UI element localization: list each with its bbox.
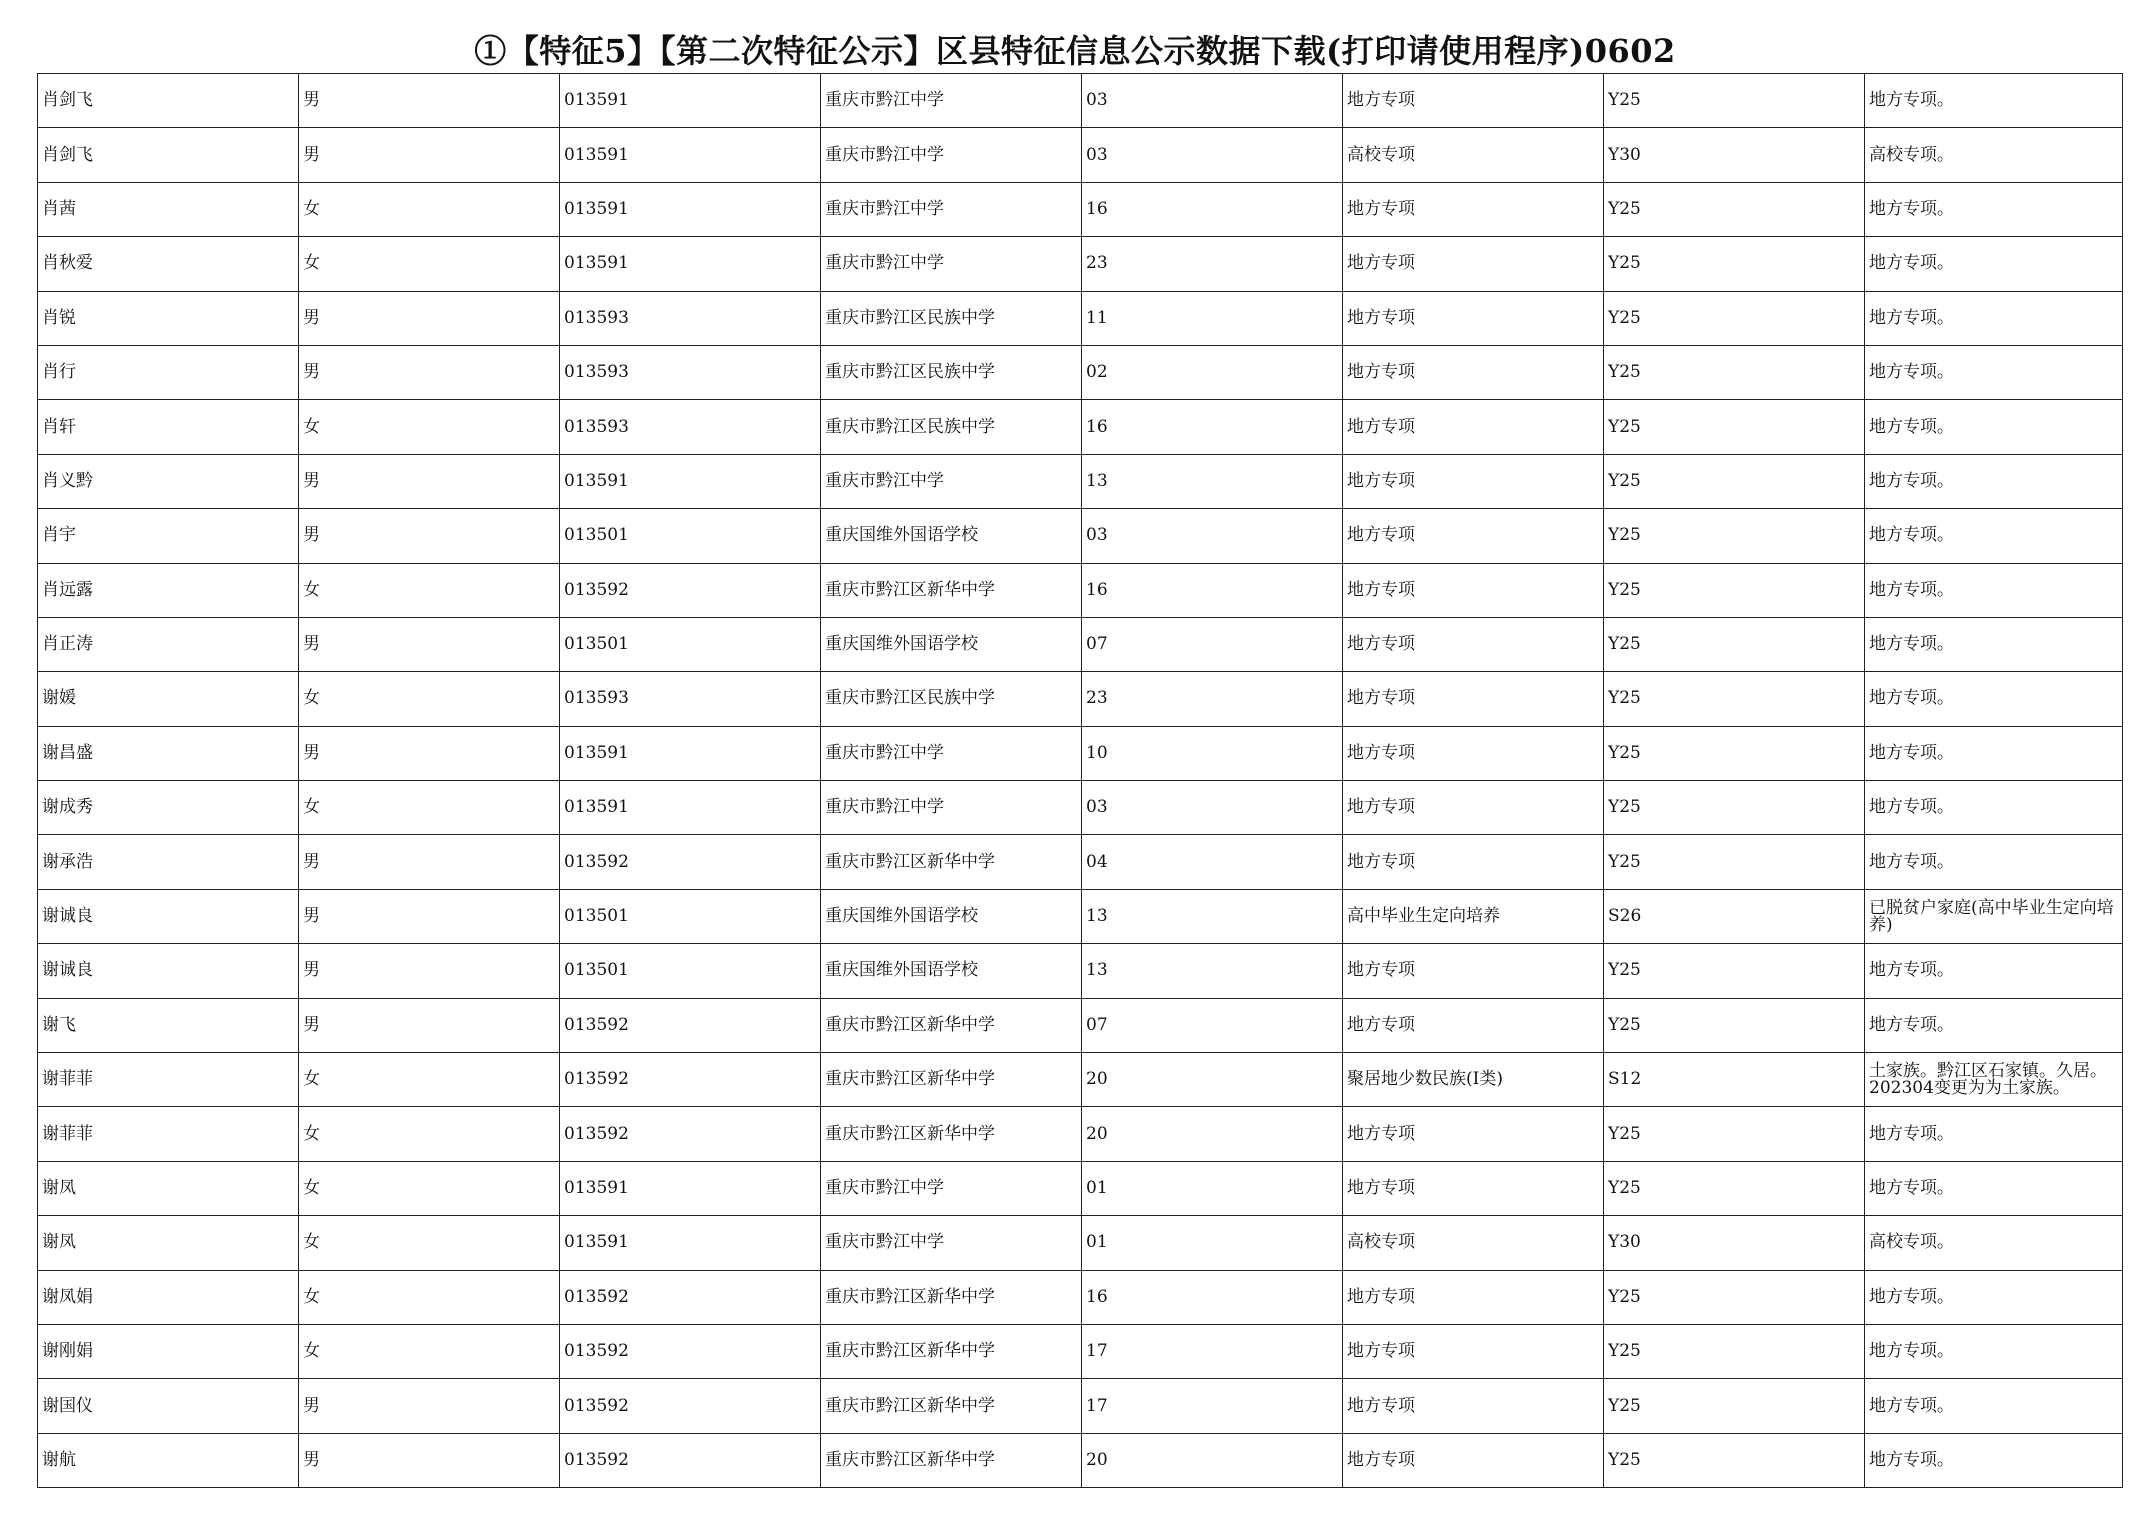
type-code-cell: Y25 — [1604, 400, 1865, 454]
class-cell: 23 — [1082, 672, 1343, 726]
table-row — [38, 400, 2123, 454]
gender-cell: 男 — [299, 74, 560, 128]
school-cell: 重庆市黔江区民族中学 — [821, 400, 1082, 454]
type-code-cell: Y30 — [1604, 128, 1865, 182]
type-code-cell: Y25 — [1604, 1379, 1865, 1433]
table-row — [38, 726, 2123, 780]
school-cell: 重庆市黔江中学 — [821, 1161, 1082, 1215]
class-cell: 17 — [1082, 1324, 1343, 1378]
class-cell: 20 — [1082, 1107, 1343, 1161]
code-cell: 013501 — [560, 509, 821, 563]
remark-cell: 地方专项。 — [1865, 781, 2123, 835]
name-cell: 肖宇 — [38, 509, 299, 563]
school-cell: 重庆市黔江区新华中学 — [821, 1324, 1082, 1378]
remark-cell: 地方专项。 — [1865, 1433, 2123, 1487]
gender-cell: 男 — [299, 291, 560, 345]
name-cell: 谢昌盛 — [38, 726, 299, 780]
code-cell: 013593 — [560, 400, 821, 454]
name-cell: 谢凤 — [38, 1161, 299, 1215]
category-cell: 地方专项 — [1343, 563, 1604, 617]
data-table — [37, 73, 2123, 1488]
school-cell: 重庆市黔江区民族中学 — [821, 345, 1082, 399]
remark-cell: 地方专项。 — [1865, 726, 2123, 780]
type-code-cell: Y25 — [1604, 509, 1865, 563]
table-row — [38, 1324, 2123, 1378]
code-cell: 013591 — [560, 128, 821, 182]
table-row — [38, 454, 2123, 508]
type-code-cell: S12 — [1604, 1053, 1865, 1107]
code-cell: 013591 — [560, 74, 821, 128]
class-cell: 23 — [1082, 237, 1343, 291]
table-row — [38, 1216, 2123, 1270]
type-code-cell: Y25 — [1604, 1161, 1865, 1215]
remark-cell: 地方专项。 — [1865, 1270, 2123, 1324]
type-code-cell: Y25 — [1604, 1324, 1865, 1378]
table-row — [38, 1270, 2123, 1324]
code-cell: 013591 — [560, 1216, 821, 1270]
type-code-cell: Y25 — [1604, 182, 1865, 236]
type-code-cell: Y25 — [1604, 237, 1865, 291]
category-cell: 地方专项 — [1343, 182, 1604, 236]
code-cell: 013591 — [560, 237, 821, 291]
code-cell: 013592 — [560, 1324, 821, 1378]
class-cell: 20 — [1082, 1053, 1343, 1107]
category-cell: 地方专项 — [1343, 1270, 1604, 1324]
school-cell: 重庆市黔江中学 — [821, 1216, 1082, 1270]
gender-cell: 女 — [299, 1161, 560, 1215]
remark-cell: 地方专项。 — [1865, 182, 2123, 236]
code-cell: 013592 — [560, 835, 821, 889]
type-code-cell: Y25 — [1604, 726, 1865, 780]
gender-cell: 男 — [299, 617, 560, 671]
code-cell: 013501 — [560, 889, 821, 943]
gender-cell: 男 — [299, 509, 560, 563]
type-code-cell: Y30 — [1604, 1216, 1865, 1270]
school-cell: 重庆国维外国语学校 — [821, 617, 1082, 671]
code-cell: 013501 — [560, 944, 821, 998]
type-code-cell: Y25 — [1604, 781, 1865, 835]
category-cell: 地方专项 — [1343, 617, 1604, 671]
type-code-cell: Y25 — [1604, 617, 1865, 671]
name-cell: 谢凤 — [38, 1216, 299, 1270]
remark-cell: 地方专项。 — [1865, 835, 2123, 889]
class-cell: 03 — [1082, 509, 1343, 563]
category-cell: 聚居地少数民族(I类) — [1343, 1053, 1604, 1107]
name-cell: 肖正涛 — [38, 617, 299, 671]
class-cell: 11 — [1082, 291, 1343, 345]
name-cell: 谢承浩 — [38, 835, 299, 889]
category-cell: 地方专项 — [1343, 781, 1604, 835]
school-cell: 重庆市黔江区新华中学 — [821, 1433, 1082, 1487]
type-code-cell: Y25 — [1604, 1270, 1865, 1324]
table-row — [38, 944, 2123, 998]
category-cell: 地方专项 — [1343, 1161, 1604, 1215]
name-cell: 谢菲菲 — [38, 1053, 299, 1107]
class-cell: 02 — [1082, 345, 1343, 399]
class-cell: 16 — [1082, 182, 1343, 236]
school-cell: 重庆国维外国语学校 — [821, 889, 1082, 943]
gender-cell: 女 — [299, 781, 560, 835]
remark-cell: 地方专项。 — [1865, 944, 2123, 998]
gender-cell: 男 — [299, 1433, 560, 1487]
class-cell: 16 — [1082, 400, 1343, 454]
remark-cell: 已脱贫户家庭(高中毕业生定向培养) — [1865, 889, 2123, 943]
type-code-cell: Y25 — [1604, 454, 1865, 508]
name-cell: 肖锐 — [38, 291, 299, 345]
type-code-cell: Y25 — [1604, 1433, 1865, 1487]
category-cell: 地方专项 — [1343, 835, 1604, 889]
remark-cell: 地方专项。 — [1865, 617, 2123, 671]
gender-cell: 女 — [299, 1216, 560, 1270]
table-row — [38, 835, 2123, 889]
code-cell: 013592 — [560, 563, 821, 617]
table-row — [38, 345, 2123, 399]
class-cell: 13 — [1082, 889, 1343, 943]
class-cell: 16 — [1082, 1270, 1343, 1324]
class-cell: 04 — [1082, 835, 1343, 889]
type-code-cell: Y25 — [1604, 944, 1865, 998]
school-cell: 重庆市黔江中学 — [821, 237, 1082, 291]
name-cell: 肖茜 — [38, 182, 299, 236]
type-code-cell: S26 — [1604, 889, 1865, 943]
type-code-cell: Y25 — [1604, 345, 1865, 399]
table-row — [38, 889, 2123, 943]
code-cell: 013593 — [560, 672, 821, 726]
remark-cell: 地方专项。 — [1865, 400, 2123, 454]
table-row — [38, 1107, 2123, 1161]
remark-cell: 地方专项。 — [1865, 74, 2123, 128]
code-cell: 013592 — [560, 1379, 821, 1433]
school-cell: 重庆市黔江区新华中学 — [821, 1053, 1082, 1107]
remark-cell: 地方专项。 — [1865, 1324, 2123, 1378]
category-cell: 地方专项 — [1343, 1107, 1604, 1161]
table-row — [38, 509, 2123, 563]
class-cell: 03 — [1082, 128, 1343, 182]
category-cell: 地方专项 — [1343, 998, 1604, 1052]
table-row — [38, 672, 2123, 726]
gender-cell: 男 — [299, 998, 560, 1052]
remark-cell: 地方专项。 — [1865, 345, 2123, 399]
table-body — [38, 74, 2123, 1488]
class-cell: 03 — [1082, 781, 1343, 835]
category-cell: 地方专项 — [1343, 944, 1604, 998]
school-cell: 重庆市黔江中学 — [821, 74, 1082, 128]
remark-cell: 地方专项。 — [1865, 291, 2123, 345]
class-cell: 20 — [1082, 1433, 1343, 1487]
name-cell: 肖秋爱 — [38, 237, 299, 291]
name-cell: 谢媛 — [38, 672, 299, 726]
remark-cell: 地方专项。 — [1865, 672, 2123, 726]
name-cell: 谢诚良 — [38, 889, 299, 943]
gender-cell: 女 — [299, 1270, 560, 1324]
category-cell: 高校专项 — [1343, 128, 1604, 182]
code-cell: 013591 — [560, 1161, 821, 1215]
remark-cell: 地方专项。 — [1865, 509, 2123, 563]
category-cell: 地方专项 — [1343, 400, 1604, 454]
table-row — [38, 998, 2123, 1052]
school-cell: 重庆市黔江中学 — [821, 781, 1082, 835]
name-cell: 谢诚良 — [38, 944, 299, 998]
table-row — [38, 291, 2123, 345]
class-cell: 01 — [1082, 1216, 1343, 1270]
school-cell: 重庆市黔江中学 — [821, 182, 1082, 236]
category-cell: 地方专项 — [1343, 1324, 1604, 1378]
school-cell: 重庆市黔江区新华中学 — [821, 835, 1082, 889]
gender-cell: 男 — [299, 454, 560, 508]
category-cell: 地方专项 — [1343, 74, 1604, 128]
class-cell: 13 — [1082, 944, 1343, 998]
remark-cell: 地方专项。 — [1865, 563, 2123, 617]
table-row — [38, 1379, 2123, 1433]
table-row — [38, 1053, 2123, 1107]
code-cell: 013592 — [560, 998, 821, 1052]
table-row — [38, 1433, 2123, 1487]
table-row — [38, 617, 2123, 671]
school-cell: 重庆市黔江中学 — [821, 128, 1082, 182]
code-cell: 013593 — [560, 291, 821, 345]
remark-cell: 高校专项。 — [1865, 128, 2123, 182]
category-cell: 地方专项 — [1343, 509, 1604, 563]
category-cell: 地方专项 — [1343, 726, 1604, 780]
remark-cell: 地方专项。 — [1865, 998, 2123, 1052]
gender-cell: 男 — [299, 1379, 560, 1433]
category-cell: 高中毕业生定向培养 — [1343, 889, 1604, 943]
class-cell: 10 — [1082, 726, 1343, 780]
gender-cell: 女 — [299, 1107, 560, 1161]
gender-cell: 女 — [299, 400, 560, 454]
remark-cell: 土家族。黔江区石家镇。久居。202304变更为为土家族。 — [1865, 1053, 2123, 1107]
category-cell: 地方专项 — [1343, 454, 1604, 508]
type-code-cell: Y25 — [1604, 1107, 1865, 1161]
table-row — [38, 182, 2123, 236]
name-cell: 肖义黔 — [38, 454, 299, 508]
type-code-cell: Y25 — [1604, 672, 1865, 726]
code-cell: 013592 — [560, 1270, 821, 1324]
code-cell: 013591 — [560, 781, 821, 835]
table-row — [38, 781, 2123, 835]
gender-cell: 男 — [299, 726, 560, 780]
category-cell: 地方专项 — [1343, 672, 1604, 726]
remark-cell: 高校专项。 — [1865, 1216, 2123, 1270]
code-cell: 013592 — [560, 1433, 821, 1487]
category-cell: 地方专项 — [1343, 345, 1604, 399]
type-code-cell: Y25 — [1604, 74, 1865, 128]
remark-cell: 地方专项。 — [1865, 1161, 2123, 1215]
class-cell: 16 — [1082, 563, 1343, 617]
class-cell: 17 — [1082, 1379, 1343, 1433]
school-cell: 重庆市黔江区新华中学 — [821, 1107, 1082, 1161]
table-row — [38, 237, 2123, 291]
gender-cell: 男 — [299, 835, 560, 889]
table-row — [38, 74, 2123, 128]
school-cell: 重庆市黔江区民族中学 — [821, 291, 1082, 345]
name-cell: 谢刚娟 — [38, 1324, 299, 1378]
gender-cell: 女 — [299, 182, 560, 236]
class-cell: 13 — [1082, 454, 1343, 508]
category-cell: 地方专项 — [1343, 237, 1604, 291]
school-cell: 重庆国维外国语学校 — [821, 944, 1082, 998]
code-cell: 013501 — [560, 617, 821, 671]
gender-cell: 男 — [299, 944, 560, 998]
name-cell: 肖剑飞 — [38, 74, 299, 128]
code-cell: 013593 — [560, 345, 821, 399]
page-title: ①【特征5】【第二次特征公示】区县特征信息公示数据下载(打印请使用程序)0602 — [474, 32, 1676, 70]
remark-cell: 地方专项。 — [1865, 1379, 2123, 1433]
remark-cell: 地方专项。 — [1865, 1107, 2123, 1161]
school-cell: 重庆国维外国语学校 — [821, 509, 1082, 563]
type-code-cell: Y25 — [1604, 998, 1865, 1052]
remark-cell: 地方专项。 — [1865, 237, 2123, 291]
table-row — [38, 1161, 2123, 1215]
school-cell: 重庆市黔江区新华中学 — [821, 1270, 1082, 1324]
code-cell: 013591 — [560, 454, 821, 508]
gender-cell: 男 — [299, 128, 560, 182]
code-cell: 013591 — [560, 726, 821, 780]
name-cell: 谢国仪 — [38, 1379, 299, 1433]
remark-cell: 地方专项。 — [1865, 454, 2123, 508]
school-cell: 重庆市黔江中学 — [821, 454, 1082, 508]
class-cell: 03 — [1082, 74, 1343, 128]
name-cell: 肖行 — [38, 345, 299, 399]
code-cell: 013592 — [560, 1107, 821, 1161]
gender-cell: 女 — [299, 1324, 560, 1378]
type-code-cell: Y25 — [1604, 835, 1865, 889]
type-code-cell: Y25 — [1604, 563, 1865, 617]
gender-cell: 女 — [299, 563, 560, 617]
gender-cell: 男 — [299, 345, 560, 399]
school-cell: 重庆市黔江区民族中学 — [821, 672, 1082, 726]
name-cell: 肖轩 — [38, 400, 299, 454]
name-cell: 肖远露 — [38, 563, 299, 617]
name-cell: 谢航 — [38, 1433, 299, 1487]
gender-cell: 女 — [299, 1053, 560, 1107]
category-cell: 地方专项 — [1343, 1379, 1604, 1433]
type-code-cell: Y25 — [1604, 291, 1865, 345]
category-cell: 地方专项 — [1343, 291, 1604, 345]
name-cell: 谢菲菲 — [38, 1107, 299, 1161]
code-cell: 013592 — [560, 1053, 821, 1107]
table-row — [38, 563, 2123, 617]
category-cell: 高校专项 — [1343, 1216, 1604, 1270]
class-cell: 07 — [1082, 617, 1343, 671]
gender-cell: 女 — [299, 672, 560, 726]
name-cell: 谢飞 — [38, 998, 299, 1052]
table-row — [38, 128, 2123, 182]
category-cell: 地方专项 — [1343, 1433, 1604, 1487]
gender-cell: 男 — [299, 889, 560, 943]
class-cell: 07 — [1082, 998, 1343, 1052]
code-cell: 013591 — [560, 182, 821, 236]
gender-cell: 女 — [299, 237, 560, 291]
school-cell: 重庆市黔江区新华中学 — [821, 563, 1082, 617]
name-cell: 谢成秀 — [38, 781, 299, 835]
school-cell: 重庆市黔江中学 — [821, 726, 1082, 780]
school-cell: 重庆市黔江区新华中学 — [821, 998, 1082, 1052]
class-cell: 01 — [1082, 1161, 1343, 1215]
name-cell: 肖剑飞 — [38, 128, 299, 182]
school-cell: 重庆市黔江区新华中学 — [821, 1379, 1082, 1433]
name-cell: 谢凤娟 — [38, 1270, 299, 1324]
